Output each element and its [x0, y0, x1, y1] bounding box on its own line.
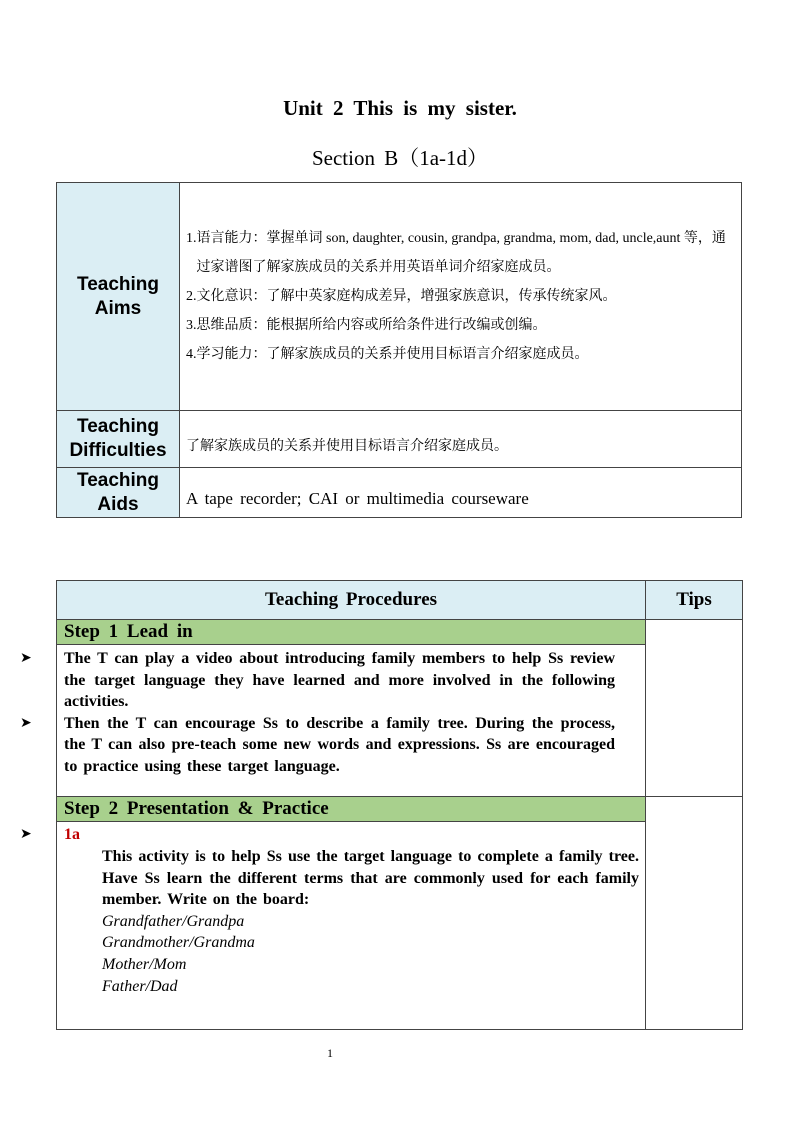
step1-body [20, 645, 646, 797]
aims-row [57, 183, 742, 411]
procedures-header: Teaching Procedures [57, 581, 646, 620]
list-item: Mother/Mom [102, 955, 187, 973]
aims-content [180, 183, 742, 411]
list-item: Grandfather/Grandpa [102, 912, 245, 930]
aim-item: 4. 学习能力：了解家族成员的关系并使用目标语言介绍家庭成员。 [186, 347, 589, 362]
family-terms-list [102, 911, 639, 997]
step1-tips [646, 620, 743, 797]
aim-item: 2. 文化意识：了解中英家庭构成差异，增强家族意识，传承传统家风。 [186, 289, 617, 304]
step2-title: Step 2 Presentation & Practice [57, 797, 646, 822]
tips-header: Tips [646, 581, 743, 620]
step1-body-row [57, 645, 743, 797]
difficulties-label: Teaching Difficulties [57, 411, 180, 468]
list-item: Father/Dad [102, 977, 178, 995]
document-title: Unit 2 This is my sister. [283, 96, 517, 120]
difficulties-content: 了解家族成员的关系并使用目标语言介绍家庭成员。 [180, 411, 742, 468]
arrow-bullet-icon: ➤ [20, 826, 32, 842]
arrow-bullet-icon: ➤ [20, 714, 32, 731]
aims-label: Teaching Aims [57, 183, 180, 411]
teaching-procedures-table [20, 580, 743, 1030]
activity-1a [20, 824, 639, 846]
aim-item: 3. 思维品质：能根据所给内容或所给条件进行改编或创编。 [186, 318, 547, 333]
step1-title: Step 1 Lead in [57, 620, 646, 645]
activity-description: This activity is to help Ss use the target language to complete a family tree. Have Ss learn the different terms that are commonly used for each family member. Write on the board: [102, 848, 639, 909]
list-item: ➤ Then the T can encourage Ss to describe a family tree. During the process, the T can also pre-teach some new words and expressions. Ss are encouraged to practice using these target language. [20, 714, 615, 775]
aids-row [57, 468, 742, 518]
page-number: 1 [327, 1046, 333, 1060]
list-item: Grandmother/Grandma [102, 934, 255, 952]
activity-label: 1a [64, 826, 80, 843]
list-item: ➤ The T can play a video about introducing family members to help Ss review the target language they have learned and more involved in the following activities. [20, 650, 615, 711]
aids-label: Teaching Aids [57, 468, 180, 518]
document-subtitle: Section B（1a-1d） [311, 146, 489, 170]
aids-content: A tape recorder; CAI or multimedia courseware [180, 468, 742, 518]
teaching-aims-table [56, 182, 742, 518]
procedures-header-row [57, 581, 743, 620]
difficulties-row [57, 411, 742, 468]
arrow-bullet-icon: ➤ [20, 650, 32, 666]
step2-body-row [57, 822, 743, 1030]
step2-title-row [57, 797, 743, 822]
step2-tips [646, 797, 743, 1030]
aim-item: 1. 语言能力：掌握单词 son, daughter, cousin, grandpa, grandma, mom, dad, uncle,aunt 等，通过家谱图了解家族成员的关系并用英语单词介绍家庭成员。 [186, 231, 726, 275]
step2-body [20, 822, 646, 1030]
step1-title-row [57, 620, 743, 645]
activity-content [64, 846, 639, 997]
